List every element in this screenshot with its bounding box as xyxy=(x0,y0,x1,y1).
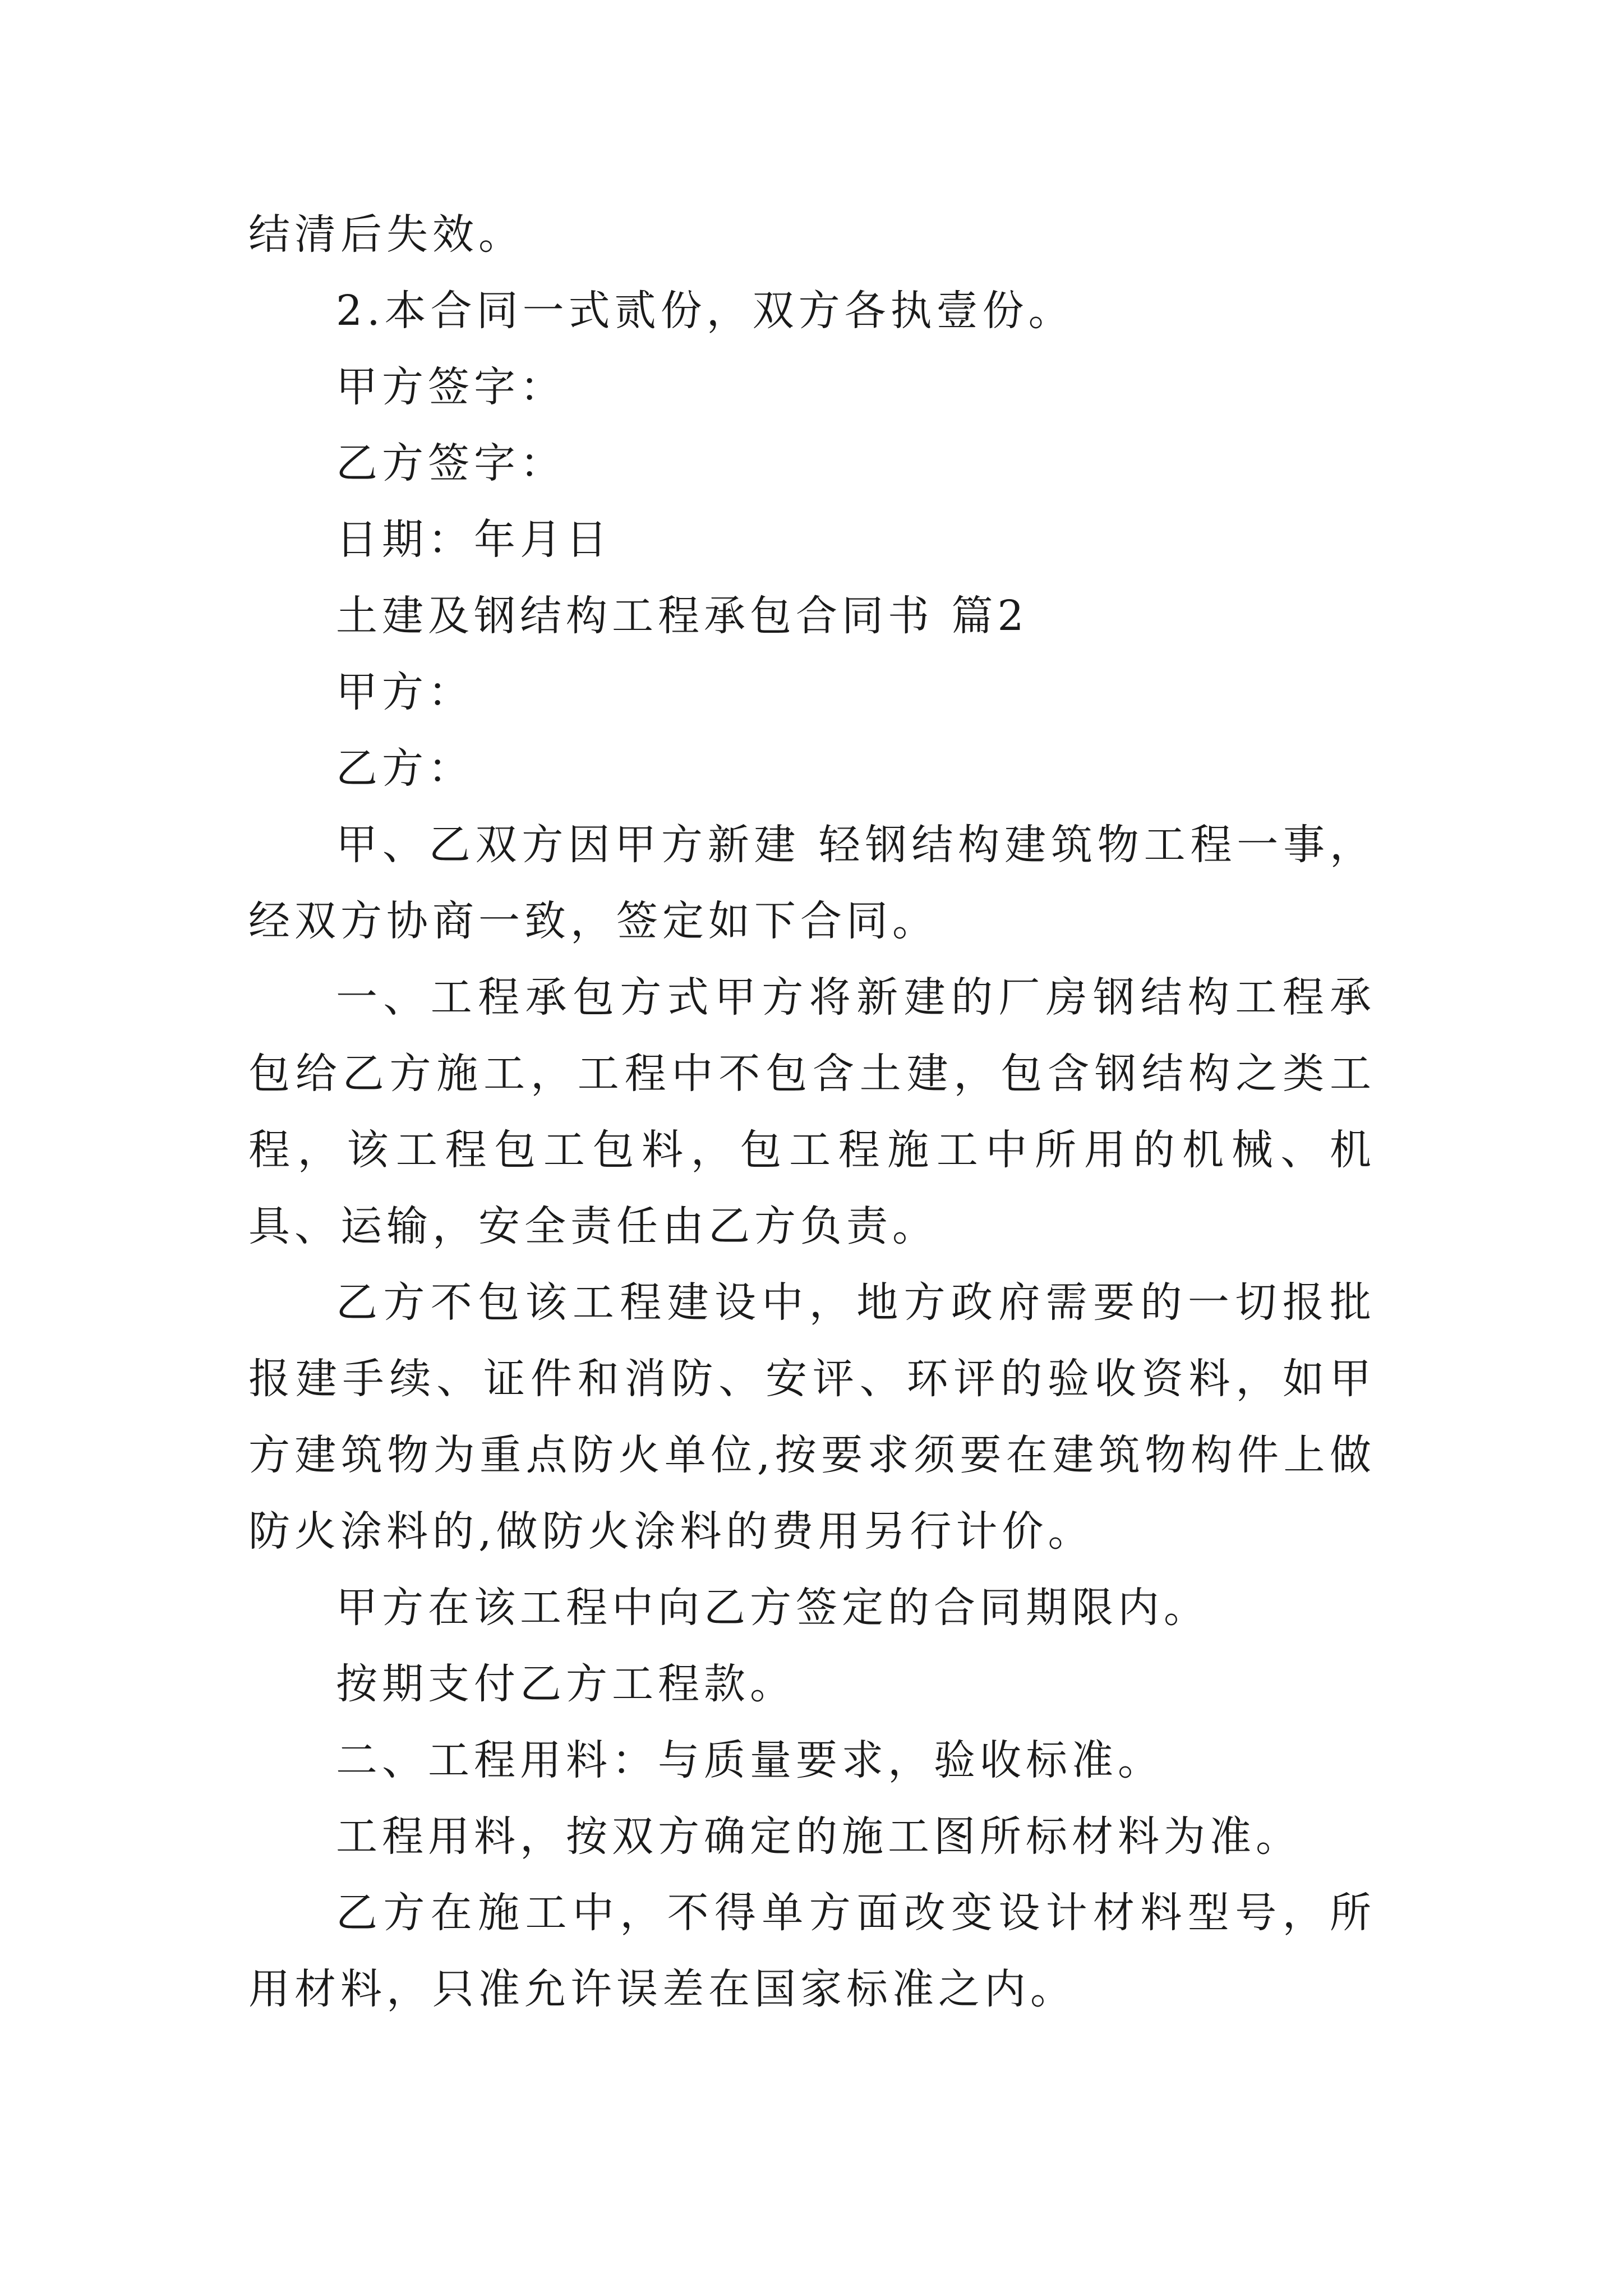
clause-2: 二、工程用料：与质量要求，验收标准。 xyxy=(336,1736,1164,1784)
signature-line-party-a: 甲方签字： xyxy=(336,363,566,411)
paragraph: 按期支付乙方工程款。 xyxy=(336,1660,796,1708)
paragraph: 2.本合同一式贰份，双方各执壹份。 xyxy=(336,287,1075,335)
paragraph: 工程用料，按双方确定的施工图所标材料为准。 xyxy=(336,1812,1302,1861)
paragraph: 乙方在施工中，不得单方面改变设计材料型号，所用材料，只准允许误差在国家标准之内。 xyxy=(248,1889,1376,2013)
paragraph: 甲方在该工程中向乙方签定的合同期限内。 xyxy=(336,1584,1210,1632)
section-title: 土建及钢结构工程承包合同书 篇2 xyxy=(336,592,1029,640)
clause-1: 一、工程承包方式甲方将新建的厂房钢结构工程承包给乙方施工，工程中不包含土建，包含钢结构之类工程，该工程包工包料，包工程施工中所用的机械、机具、运输，安全责任由乙方负责。 xyxy=(248,973,1376,1250)
paragraph: 乙方不包该工程建设中，地方政府需要的一切报批报建手续、证件和消防、安评、环评的验收资料，如甲方建筑物为重点防火单位,按要求须要在建筑物构件上做防火涂料的,做防火涂料的费用另行计价。 xyxy=(248,1278,1376,1556)
document-body xyxy=(248,196,1376,2027)
signature-line-party-b: 乙方签字： xyxy=(336,439,566,487)
party-b-line: 乙方： xyxy=(336,744,474,793)
party-a-line: 甲方： xyxy=(336,668,474,716)
date-line: 日期：年月日 xyxy=(336,516,612,564)
paragraph: 甲、乙双方因甲方新建 轻钢结构建筑物工程一事，经双方协商一致，签定如下合同。 xyxy=(248,821,1376,945)
paragraph: 结清后失效。 xyxy=(248,210,524,259)
